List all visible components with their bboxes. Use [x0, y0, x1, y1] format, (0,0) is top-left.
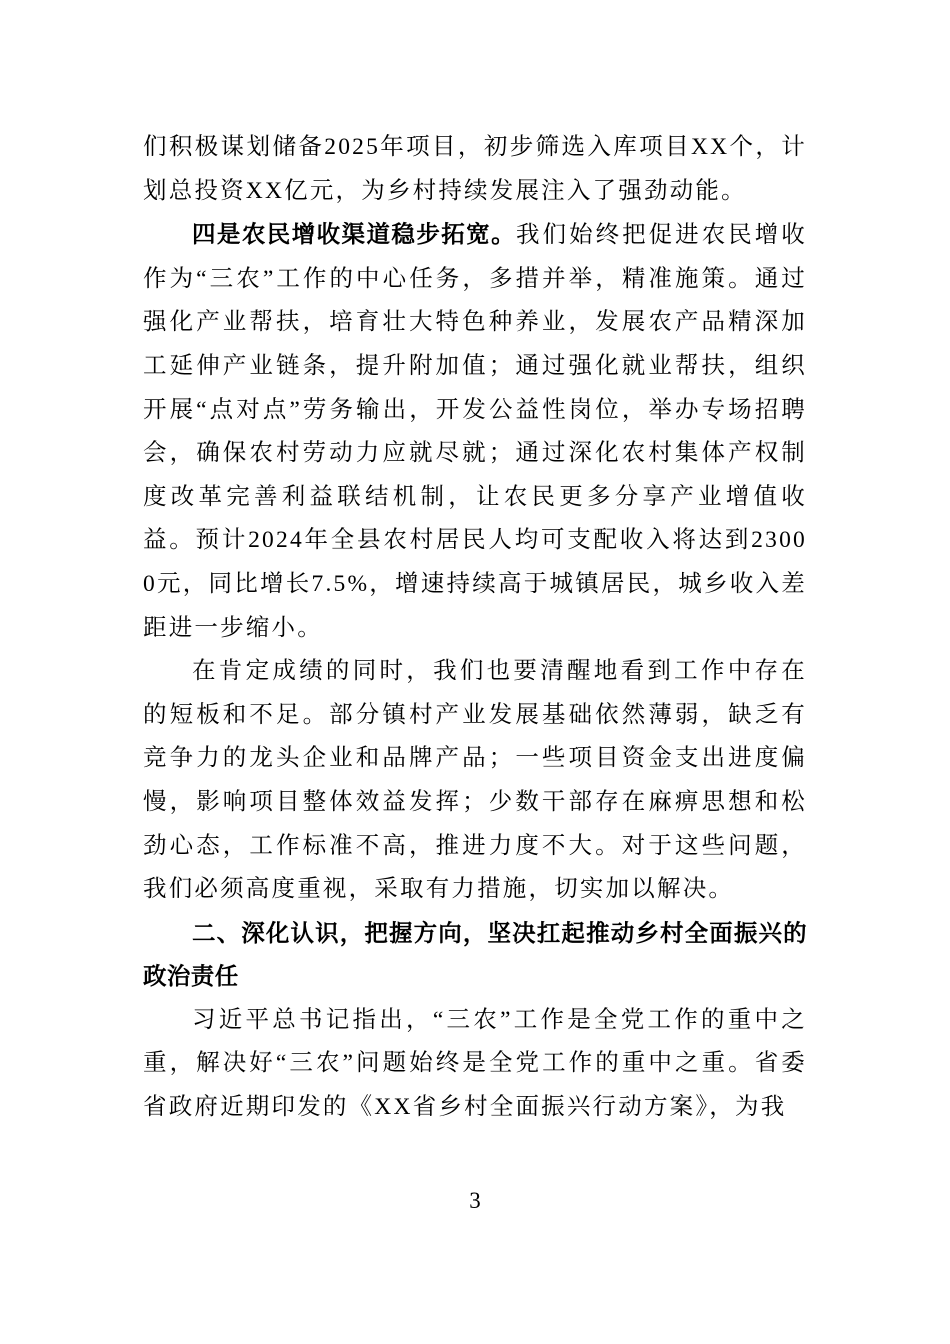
paragraph-lead-bold: 四是农民增收渠道稳步拓宽。: [192, 220, 517, 249]
paragraph-text: 在肯定成绩的同时，我们也要清醒地看到工作中存在的短板和不足。部分镇村产业发展基础依然薄弱，缺乏有竞争力的龙头企业和品牌产品；一些项目资金支出进度偏慢，影响项目整体效益发挥；少数干部存在麻痹思想和松劲心态，工作标准不高，推进力度不大。对于这些问题，我们必须高度重视，采取有力措施，切实加以解决。: [143, 658, 807, 903]
paragraph-text: 我们始终把促进农民增收作为“三农”工作的中心任务，多措并举，精准施策。通过强化产业帮扶，培育壮大特色种养业，发展农产品精深加工延伸产业链条，提升附加值；通过强化就业帮扶，组织开展“点对点”劳务输出，开发公益性岗位，举办专场招聘会，确保农村劳动力应就尽就；通过深化农村集体产权制度改革完善利益联结机制，让农民更多分享产业增值收益。预计2024年全县农村居民人均可支配收入将达到23000元，同比增长7.5%，增速持续高于城镇居民，城乡收入差距进一步缩小。: [143, 222, 807, 641]
section-heading: 二、深化认识，把握方向，坚决扛起推动乡村全面振兴的政治责任: [143, 918, 807, 991]
paragraph-xi-quote: [143, 999, 807, 1130]
paragraph-shortcomings: [143, 650, 807, 912]
paragraph-text: 们积极谋划储备2025年项目，初步筛选入库项目XX个，计划总投资XX亿元，为乡村持续发展注入了强劲动能。: [143, 134, 807, 204]
paragraph-continuation: [143, 126, 807, 213]
paragraph-text: 习近平总书记指出，“三农”工作是全党工作的重中之重，解决好“三农”问题始终是全党工作的重中之重。省委省政府近期印发的《XX省乡村全面振兴行动方案》，为我: [143, 1006, 807, 1121]
page-number: 3: [469, 1188, 481, 1213]
paragraph-point-four: [143, 213, 807, 650]
document-body: [143, 126, 807, 1130]
